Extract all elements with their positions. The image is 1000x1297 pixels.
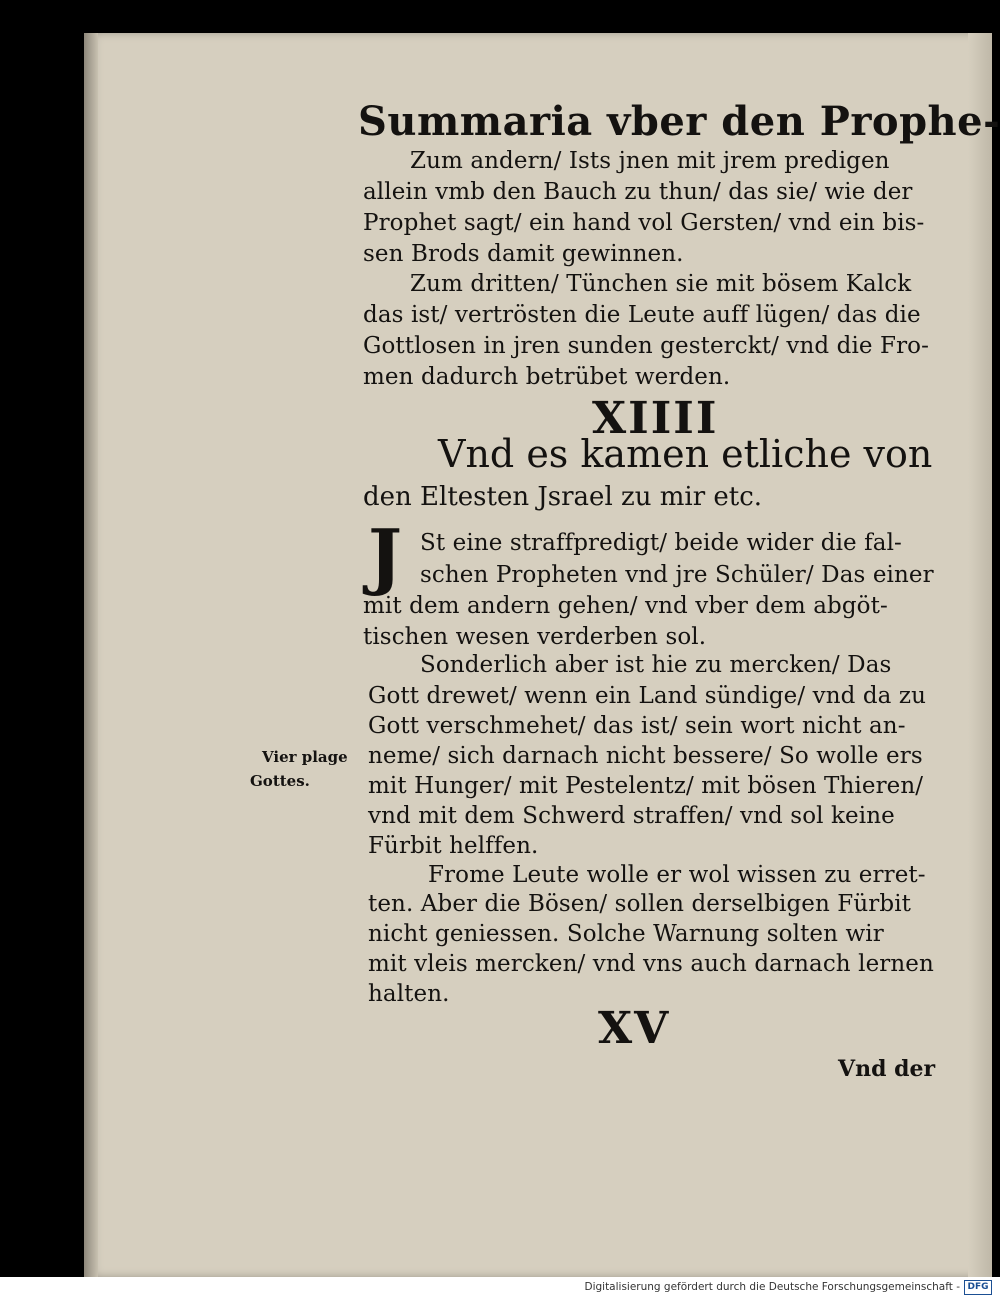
- chapter-intro: den Eltesten Jsrael zu mir etc.: [363, 482, 763, 512]
- text-line: mit dem andern gehen/ vnd vber dem abgöt-: [363, 593, 888, 619]
- page-right-edge: [968, 33, 992, 1277]
- text-line: Frome Leute wolle er wol wissen zu erret-: [428, 862, 926, 888]
- text-line: nicht geniessen. Solche Warnung solten wir: [368, 921, 884, 947]
- text-line: das ist/ vertrösten die Leute auff lügen/ das die: [363, 302, 921, 328]
- marginal-note: Vier plage: [262, 748, 348, 766]
- text-line: schen Propheten vnd jre Schüler/ Das einer: [420, 562, 934, 588]
- page-binding-shadow: [84, 33, 98, 1277]
- drop-cap: J: [368, 513, 403, 598]
- text-line: St eine straffpredigt/ beide wider die fal-: [420, 530, 902, 556]
- text-line: ten. Aber die Bösen/ sollen derselbigen Fürbit: [368, 891, 911, 917]
- text-line: Gott verschmehet/ das ist/ sein wort nicht an-: [368, 713, 906, 739]
- chapter-number: XIIII: [592, 393, 719, 444]
- dfg-logo: DFG: [964, 1280, 992, 1295]
- text-line: halten.: [368, 981, 450, 1007]
- chapter-number: XV: [598, 1003, 671, 1054]
- text-line: vnd mit dem Schwerd straffen/ vnd sol keine: [368, 803, 895, 829]
- text-line: Prophet sagt/ ein hand vol Gersten/ vnd ein bis-: [363, 210, 925, 236]
- text-line: sen Brods damit gewinnen.: [363, 241, 684, 267]
- text-line: allein vmb den Bauch zu thun/ das sie/ wie der: [363, 179, 913, 205]
- running-title: Summaria vber den Prophe-: [358, 98, 1000, 145]
- catchword: Vnd der: [838, 1056, 936, 1082]
- text-line: Fürbit helffen.: [368, 833, 539, 859]
- text-line: neme/ sich darnach nicht bessere/ So wolle ers: [368, 743, 923, 769]
- text-line: Sonderlich aber ist hie zu mercken/ Das: [420, 652, 892, 678]
- text-line: mit vleis mercken/ vnd vns auch darnach lernen: [368, 951, 934, 977]
- text-line: Zum andern/ Ists jnen mit jrem predigen: [410, 148, 890, 174]
- chapter-intro: Vnd es kamen etliche von: [438, 432, 933, 476]
- text-line: Gottlosen in jren sunden gesterckt/ vnd die Fro-: [363, 333, 929, 359]
- marginal-note: Gottes.: [250, 772, 310, 790]
- text-line: mit Hunger/ mit Pestelentz/ mit bösen Thieren/: [368, 773, 924, 799]
- funding-credit: Digitalisierung gefördert durch die Deutsche Forschungsgemeinschaft -: [584, 1281, 960, 1293]
- text-line: men dadurch betrübet werden.: [363, 364, 731, 390]
- text-line: Gott drewet/ wenn ein Land sündige/ vnd da zu: [368, 683, 927, 709]
- text-line: Zum dritten/ Tünchen sie mit bösem Kalck: [410, 271, 912, 297]
- text-line: tischen wesen verderben sol.: [363, 624, 707, 650]
